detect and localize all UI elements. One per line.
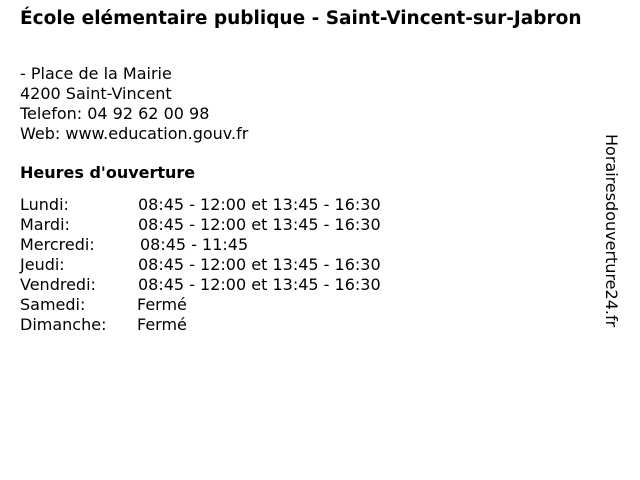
day-label: Mercredi:: [20, 235, 95, 254]
time-value: 08:45 - 12:00 et 13:45 - 16:30: [138, 255, 381, 274]
day-label: Dimanche:: [20, 315, 107, 334]
time-value: 08:45 - 12:00 et 13:45 - 16:30: [138, 275, 381, 294]
website: Web: www.education.gouv.fr: [20, 124, 249, 143]
site-watermark: Horairesdouverture24.fr: [602, 134, 621, 328]
address-street: - Place de la Mairie: [20, 64, 172, 83]
phone-number: Telefon: 04 92 62 00 98: [20, 104, 210, 123]
time-value: Fermé: [137, 295, 187, 314]
time-value: 08:45 - 12:00 et 13:45 - 16:30: [138, 195, 381, 214]
day-label: Mardi:: [20, 215, 70, 234]
day-label: Vendredi:: [20, 275, 96, 294]
time-value: Fermé: [137, 315, 187, 334]
day-label: Jeudi:: [20, 255, 65, 274]
time-value: 08:45 - 12:00 et 13:45 - 16:30: [138, 215, 381, 234]
time-value: 08:45 - 11:45: [140, 235, 249, 254]
day-label: Samedi:: [20, 295, 86, 314]
hours-heading: Heures d'ouverture: [20, 163, 196, 182]
address-city: 4200 Saint-Vincent: [20, 84, 172, 103]
address-block: [20, 64, 248, 144]
page-title: École elémentaire publique - Saint-Vincent-sur-Jabron: [20, 8, 582, 29]
day-label: Lundi:: [20, 195, 69, 214]
